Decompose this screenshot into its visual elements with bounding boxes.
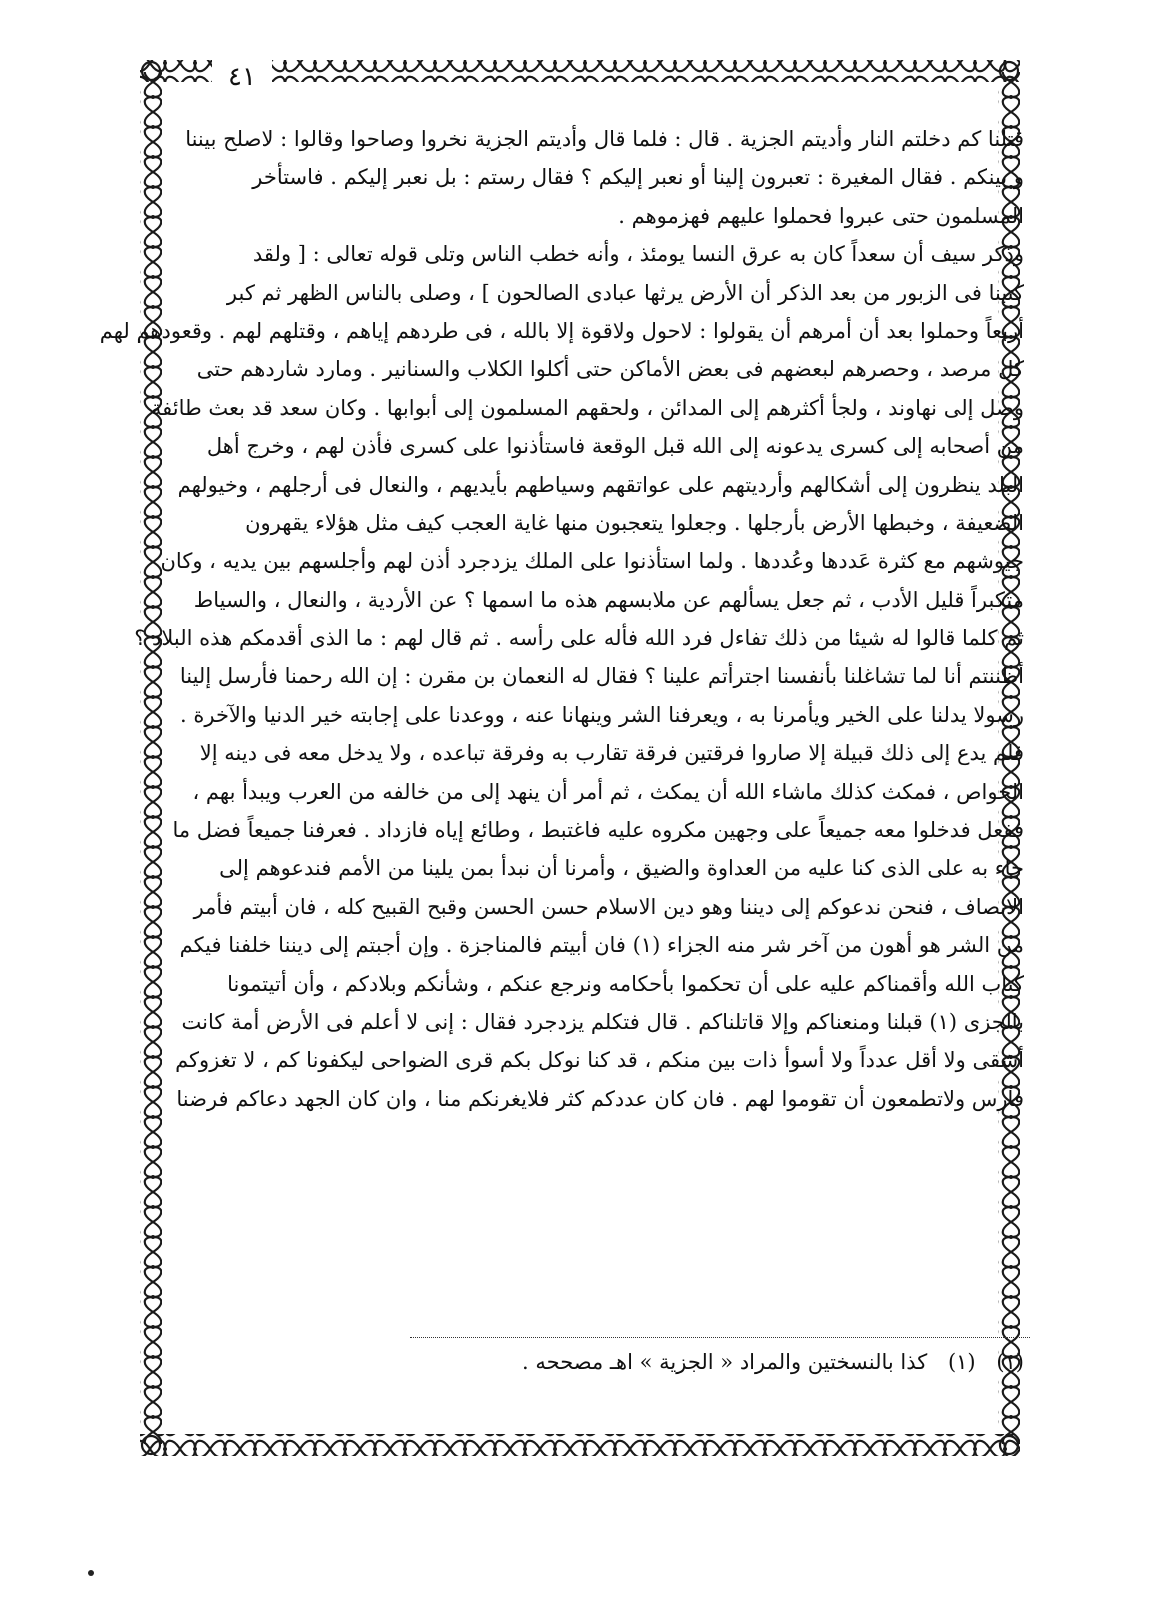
- stray-dot: [88, 1570, 94, 1576]
- text-line: وذكر سيف أن سعداً كان به عرق النسا يومئذ ، وأنه خطب الناس وتلى قوله تعالى : [ ولقد: [252, 242, 1024, 267]
- text-line: الضعيفة ، وخبطها الأرض بأرجلها . وجعلوا يتعجبون منها غاية العجب كيف مثل هؤلاء يقهرون: [245, 510, 1024, 535]
- text-line: [212, 1157, 1024, 1195]
- text-line: من أصحابه إلى كسرى يدعونه إلى الله قبل الوقعة فاستأذنوا على كسرى فأذن لهم ، وخرج أهل: [206, 434, 1024, 459]
- text-line: كتاب الله وأقمناكم عليه على أن تحكموا بأحكامه ونرجع عنكم ، وشأنكم وبلادكم ، وأن أتيتمونا: [227, 971, 1024, 996]
- text-line: جيوشهم مع كثرة عَددها وعُددها . ولما استأذنوا على الملك يزدجرد أذن لهم وأجلسهم بين يديه ، وكان: [160, 549, 1024, 574]
- text-line: ففعل فدخلوا معه جميعاً على وجهين مكروه عليه فاغتبط ، وطائع إياه فازداد . فعرفنا جميعاً فضل ما: [172, 818, 1024, 843]
- text-line: فلم يدع إلى ذلك قبيلة إلا صاروا فرقتين فرقة تقارب به وفرقة تباعده ، ولا يدخل معه فى دينه إلا: [199, 741, 1024, 766]
- text-line: كل مرصد ، وحصرهم لبعضهم فى بعض الأماكن حتى أكلوا الكلاب والسنانير . ومارد شاردهم حتى: [196, 357, 1024, 382]
- text-line: قتلنا كم دخلتم النار وأديتم الجزية . قال : فلما قال وأديتم الجزية نخروا وصاحوا وقالوا : لاصلح بيننا: [185, 127, 1024, 151]
- text-line: و بينكم . فقال المغيرة : تعبرون إلينا أو نعبر إليكم ؟ فقال رستم : بل نعبر إليكم . فاستأخر: [252, 165, 1024, 190]
- footnote: [212, 1342, 1024, 1382]
- text-line: فارس ولاتطمعون أن تقوموا لهم . فان كان عددكم كثر فلايغرنكم منا ، وان كان الجهد دعاكم فرضنا: [176, 1086, 1024, 1111]
- footnote-text: كذا بالنسختين والمراد « الجزية » اهـ مصححه .: [522, 1350, 928, 1374]
- page-frame: [99, 52, 1040, 1464]
- page-number: ٤١: [212, 60, 272, 94]
- body-text: [99, 120, 1024, 1233]
- text-line: أشقى ولا أقل عدداً ولا أسوأ ذات بين منكم ، قد كنا نوكل بكم قرى الضواحى ليكفونا كم ، لا تغزوكم: [175, 1048, 1024, 1073]
- text-line: أظننتم أنا لما تشاغلنا بأنفسنا اجترأتم علينا ؟ فقال له النعمان بن مقرن : إن الله رحمنا فأرسل إلينا: [179, 664, 1024, 689]
- text-line: وصل إلى نهاوند ، ولجأ أكثرهم إلى المدائن ، ولحقهم المسلمون إلى أبوابها . وكان سعد قد بعث طائفة: [150, 395, 1024, 420]
- text-line: [212, 1118, 1024, 1156]
- text-line: بالجزى (١) قبلنا ومنعناكم وإلا قاتلناكم . قال فتكلم يزدجرد فقال : إنى لا أعلم فى الأرض أمة كانت: [181, 1009, 1024, 1034]
- text-line: المسلمون حتى عبروا فحملوا عليهم فهزموهم .: [618, 203, 1024, 228]
- text-line: رسولا يدلنا على الخير ويأمرنا به ، ويعرفنا الشر وينهانا عنه ، ووعدنا على إجابته خير الدنيا والآخرة .: [180, 702, 1024, 727]
- text-line: الخواص ، فمكث كذلك ماشاء الله أن يمكث ، ثم أمر أن ينهد إلى من خالفه من العرب ويبدأ بهم ،: [192, 779, 1024, 804]
- text-line: ثم كلما قالوا له شيئا من ذلك تفاءل فرد الله فأله على رأسه . ثم قال لهم : ما الذى أقدمكم هذه البلاد ؟: [134, 626, 1024, 651]
- text-line: الانصاف ، فنحن ندعوكم إلى ديننا وهو دين الاسلام حسن الحسن وقبح القبيح كله ، فان أبيتم فأمر: [193, 894, 1024, 919]
- footnote-ref: (١): [947, 1350, 976, 1374]
- text-line: البلد ينظرون إلى أشكالهم وأرديتهم على عواتقهم وسياطهم بأيديهم ، والنعال فى أرجلهم ، وخيولهم: [177, 472, 1024, 497]
- footnote-marker: (١): [996, 1350, 1024, 1374]
- text-line: [212, 1195, 1024, 1233]
- text-line: متكبراً قليل الأدب ، ثم جعل يسألهم عن ملابسهم هذه ما اسمها ؟ عن الأردية ، والنعال ، والسياط: [193, 587, 1024, 612]
- text-line: أربعاً وحملوا بعد أن أمرهم أن يقولوا : لاحول ولاقوة إلا بالله ، فى طردهم إياهم ، وقتلهم لهم . وقعودهم لهم: [99, 318, 1024, 343]
- text-line: من الشر هو أهون من آخر شر منه الجزاء (١) فان أبيتم فالمناجزة . وإن أجبتم إلى ديننا خلفنا فيكم: [179, 933, 1024, 958]
- text-line: كتبنا فى الزبور من بعد الذكر أن الأرض يرثها عبادى الصالحون ] ، وصلى بالناس الظهر ثم كبر: [226, 280, 1024, 305]
- footnote-separator: [410, 1337, 1030, 1338]
- text-line: جاء به على الذى كنا عليه من العداوة والضيق ، وأمرنا أن نبدأ بمن يلينا من الأمم فندعوهم إلى: [219, 856, 1024, 881]
